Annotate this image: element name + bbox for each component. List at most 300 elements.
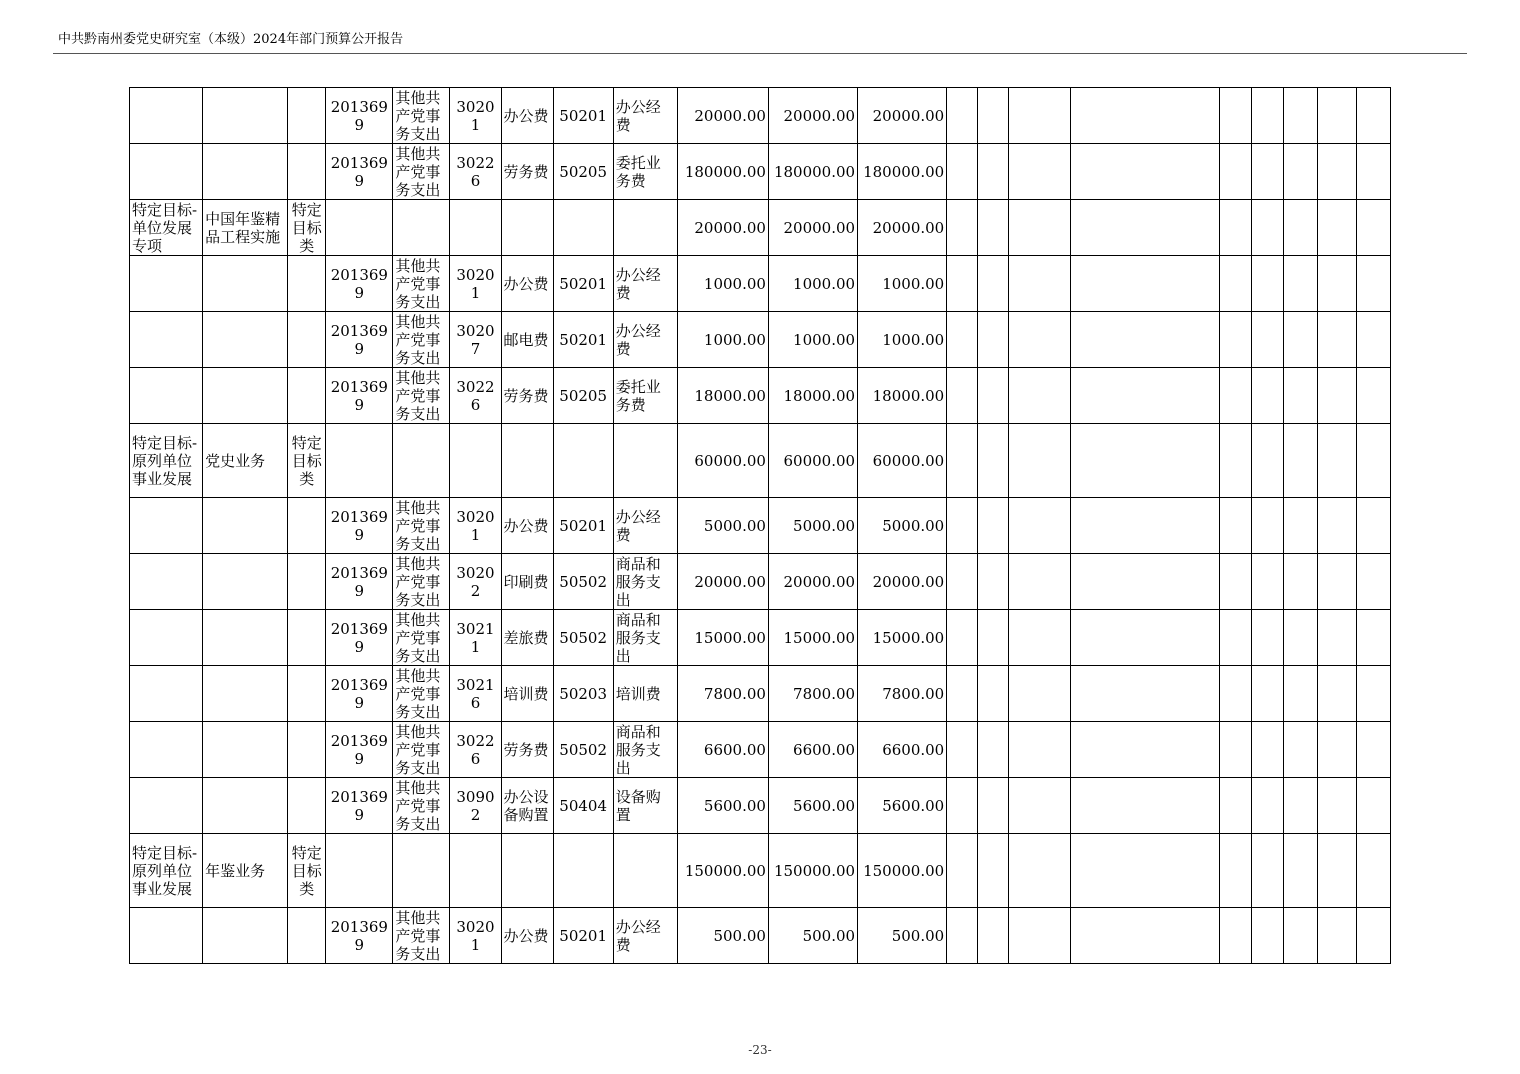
gov-economic-code-cell: 50201 — [553, 256, 613, 312]
gov-economic-name-cell: 办公经费 — [613, 312, 677, 368]
table-row — [130, 722, 1391, 778]
empty-cell-18 — [1251, 424, 1283, 498]
empty-cell-16 — [1071, 722, 1219, 778]
current-year-funds-cell: 15000.00 — [858, 610, 947, 666]
gov-economic-name-cell: 办公经费 — [613, 88, 677, 144]
project-type-cell: 特定目标类 — [288, 200, 326, 256]
table-row — [130, 144, 1391, 200]
project-category-cell: 特定目标-原列单位事业发展 — [130, 424, 203, 498]
function-code-cell: 2013699 — [326, 312, 393, 368]
gov-economic-code-cell: 50404 — [553, 778, 613, 834]
project-name-cell — [203, 368, 288, 424]
empty-cell-13 — [947, 368, 978, 424]
table-row — [130, 256, 1391, 312]
table-row — [130, 424, 1391, 498]
empty-cell-21 — [1356, 610, 1390, 666]
gov-economic-code-cell: 50502 — [553, 610, 613, 666]
gov-economic-code-cell: 50201 — [553, 908, 613, 964]
economic-name-cell: 培训费 — [501, 666, 553, 722]
empty-cell-18 — [1251, 554, 1283, 610]
empty-cell-20 — [1317, 88, 1356, 144]
empty-cell-16 — [1071, 256, 1219, 312]
total-amount-cell: 20000.00 — [677, 88, 768, 144]
empty-cell-13 — [947, 88, 978, 144]
total-amount-cell: 1000.00 — [677, 256, 768, 312]
empty-cell-20 — [1317, 312, 1356, 368]
current-year-funds-cell: 5000.00 — [858, 498, 947, 554]
empty-cell-15 — [1009, 722, 1071, 778]
empty-cell-16 — [1071, 200, 1219, 256]
empty-cell-13 — [947, 610, 978, 666]
empty-cell-20 — [1317, 834, 1356, 908]
empty-cell-15 — [1009, 554, 1071, 610]
total-amount-cell: 20000.00 — [677, 554, 768, 610]
function-name-cell: 其他共产党事务支出 — [393, 368, 450, 424]
total-amount-cell: 6600.00 — [677, 722, 768, 778]
function-name-cell: 其他共产党事务支出 — [393, 88, 450, 144]
function-code-cell: 2013699 — [326, 666, 393, 722]
empty-cell-20 — [1317, 610, 1356, 666]
project-category-cell — [130, 778, 203, 834]
project-name-cell: 中国年鉴精品工程实施 — [203, 200, 288, 256]
table-row — [130, 610, 1391, 666]
empty-cell-20 — [1317, 144, 1356, 200]
current-year-funds-cell: 60000.00 — [858, 424, 947, 498]
gov-economic-name-cell: 委托业务费 — [613, 368, 677, 424]
function-code-cell: 2013699 — [326, 88, 393, 144]
general-budget-cell: 500.00 — [768, 908, 857, 964]
project-name-cell — [203, 722, 288, 778]
empty-cell-13 — [947, 312, 978, 368]
empty-cell-18 — [1251, 722, 1283, 778]
empty-cell-17 — [1219, 554, 1251, 610]
economic-code-cell: 30201 — [450, 908, 501, 964]
function-code-cell: 2013699 — [326, 368, 393, 424]
empty-cell-13 — [947, 200, 978, 256]
empty-cell-15 — [1009, 88, 1071, 144]
empty-cell-21 — [1356, 834, 1390, 908]
empty-cell-13 — [947, 424, 978, 498]
table-row — [130, 554, 1391, 610]
empty-cell-20 — [1317, 200, 1356, 256]
empty-cell-16 — [1071, 88, 1219, 144]
project-type-cell: 特定目标类 — [288, 424, 326, 498]
empty-cell-14 — [978, 554, 1009, 610]
empty-cell-19 — [1283, 144, 1317, 200]
total-amount-cell: 150000.00 — [677, 834, 768, 908]
empty-cell-16 — [1071, 312, 1219, 368]
project-name-cell — [203, 666, 288, 722]
economic-code-cell: 30201 — [450, 88, 501, 144]
empty-cell-19 — [1283, 498, 1317, 554]
economic-code-cell: 30211 — [450, 610, 501, 666]
empty-cell-13 — [947, 834, 978, 908]
total-amount-cell: 5000.00 — [677, 498, 768, 554]
current-year-funds-cell: 7800.00 — [858, 666, 947, 722]
empty-cell-14 — [978, 666, 1009, 722]
empty-cell-16 — [1071, 778, 1219, 834]
empty-cell-16 — [1071, 554, 1219, 610]
function-name-cell: 其他共产党事务支出 — [393, 498, 450, 554]
function-code-cell: 2013699 — [326, 908, 393, 964]
current-year-funds-cell: 500.00 — [858, 908, 947, 964]
project-type-cell — [288, 722, 326, 778]
gov-economic-code-cell: 50205 — [553, 144, 613, 200]
function-code-cell: 2013699 — [326, 256, 393, 312]
empty-cell-17 — [1219, 834, 1251, 908]
empty-cell-15 — [1009, 666, 1071, 722]
general-budget-cell: 15000.00 — [768, 610, 857, 666]
function-name-cell — [393, 834, 450, 908]
empty-cell-13 — [947, 722, 978, 778]
empty-cell-18 — [1251, 144, 1283, 200]
project-category-cell — [130, 610, 203, 666]
project-category-cell — [130, 144, 203, 200]
empty-cell-19 — [1283, 610, 1317, 666]
empty-cell-15 — [1009, 200, 1071, 256]
empty-cell-18 — [1251, 368, 1283, 424]
general-budget-cell: 6600.00 — [768, 722, 857, 778]
function-code-cell: 2013699 — [326, 554, 393, 610]
project-name-cell — [203, 88, 288, 144]
empty-cell-15 — [1009, 368, 1071, 424]
gov-economic-name-cell: 商品和服务支出 — [613, 722, 677, 778]
gov-economic-name-cell — [613, 834, 677, 908]
empty-cell-15 — [1009, 834, 1071, 908]
empty-cell-16 — [1071, 368, 1219, 424]
current-year-funds-cell: 18000.00 — [858, 368, 947, 424]
economic-code-cell — [450, 834, 501, 908]
empty-cell-14 — [978, 834, 1009, 908]
general-budget-cell: 60000.00 — [768, 424, 857, 498]
empty-cell-20 — [1317, 498, 1356, 554]
total-amount-cell: 7800.00 — [677, 666, 768, 722]
function-name-cell: 其他共产党事务支出 — [393, 312, 450, 368]
header-divider — [53, 53, 1467, 54]
empty-cell-20 — [1317, 554, 1356, 610]
empty-cell-17 — [1219, 144, 1251, 200]
gov-economic-code-cell: 50205 — [553, 368, 613, 424]
current-year-funds-cell: 180000.00 — [858, 144, 947, 200]
empty-cell-16 — [1071, 908, 1219, 964]
empty-cell-21 — [1356, 312, 1390, 368]
economic-name-cell — [501, 834, 553, 908]
economic-code-cell: 30902 — [450, 778, 501, 834]
general-budget-cell: 1000.00 — [768, 312, 857, 368]
empty-cell-17 — [1219, 778, 1251, 834]
current-year-funds-cell: 20000.00 — [858, 554, 947, 610]
gov-economic-name-cell: 办公经费 — [613, 256, 677, 312]
empty-cell-17 — [1219, 312, 1251, 368]
table-row — [130, 200, 1391, 256]
empty-cell-20 — [1317, 722, 1356, 778]
economic-name-cell: 差旅费 — [501, 610, 553, 666]
empty-cell-17 — [1219, 610, 1251, 666]
table-row — [130, 834, 1391, 908]
empty-cell-21 — [1356, 908, 1390, 964]
project-category-cell — [130, 312, 203, 368]
empty-cell-18 — [1251, 666, 1283, 722]
empty-cell-14 — [978, 368, 1009, 424]
empty-cell-14 — [978, 778, 1009, 834]
empty-cell-18 — [1251, 610, 1283, 666]
general-budget-cell: 18000.00 — [768, 368, 857, 424]
current-year-funds-cell: 1000.00 — [858, 312, 947, 368]
empty-cell-13 — [947, 256, 978, 312]
empty-cell-19 — [1283, 666, 1317, 722]
empty-cell-21 — [1356, 200, 1390, 256]
total-amount-cell: 500.00 — [677, 908, 768, 964]
empty-cell-17 — [1219, 722, 1251, 778]
function-name-cell: 其他共产党事务支出 — [393, 666, 450, 722]
total-amount-cell: 1000.00 — [677, 312, 768, 368]
empty-cell-15 — [1009, 908, 1071, 964]
total-amount-cell: 15000.00 — [677, 610, 768, 666]
empty-cell-19 — [1283, 722, 1317, 778]
project-name-cell: 年鉴业务 — [203, 834, 288, 908]
empty-cell-20 — [1317, 368, 1356, 424]
empty-cell-17 — [1219, 88, 1251, 144]
function-name-cell — [393, 424, 450, 498]
economic-code-cell — [450, 424, 501, 498]
gov-economic-code-cell: 50502 — [553, 722, 613, 778]
empty-cell-18 — [1251, 498, 1283, 554]
economic-name-cell: 办公费 — [501, 498, 553, 554]
project-category-cell — [130, 722, 203, 778]
project-category-cell — [130, 498, 203, 554]
current-year-funds-cell: 20000.00 — [858, 88, 947, 144]
economic-code-cell: 30202 — [450, 554, 501, 610]
empty-cell-13 — [947, 778, 978, 834]
empty-cell-17 — [1219, 424, 1251, 498]
general-budget-cell: 5000.00 — [768, 498, 857, 554]
empty-cell-21 — [1356, 88, 1390, 144]
empty-cell-15 — [1009, 256, 1071, 312]
empty-cell-19 — [1283, 256, 1317, 312]
project-category-cell — [130, 88, 203, 144]
empty-cell-13 — [947, 908, 978, 964]
project-type-cell — [288, 312, 326, 368]
project-type-cell — [288, 778, 326, 834]
empty-cell-19 — [1283, 200, 1317, 256]
empty-cell-13 — [947, 498, 978, 554]
empty-cell-19 — [1283, 424, 1317, 498]
project-category-cell — [130, 368, 203, 424]
economic-name-cell: 办公费 — [501, 908, 553, 964]
economic-name-cell: 劳务费 — [501, 368, 553, 424]
economic-name-cell: 印刷费 — [501, 554, 553, 610]
gov-economic-code-cell: 50201 — [553, 312, 613, 368]
empty-cell-20 — [1317, 908, 1356, 964]
current-year-funds-cell: 20000.00 — [858, 200, 947, 256]
empty-cell-18 — [1251, 778, 1283, 834]
gov-economic-code-cell: 50201 — [553, 498, 613, 554]
project-category-cell — [130, 908, 203, 964]
empty-cell-17 — [1219, 200, 1251, 256]
gov-economic-code-cell: 50502 — [553, 554, 613, 610]
empty-cell-16 — [1071, 144, 1219, 200]
project-name-cell — [203, 778, 288, 834]
empty-cell-18 — [1251, 256, 1283, 312]
economic-name-cell — [501, 200, 553, 256]
empty-cell-21 — [1356, 722, 1390, 778]
gov-economic-name-cell: 委托业务费 — [613, 144, 677, 200]
project-category-cell — [130, 256, 203, 312]
general-budget-cell: 150000.00 — [768, 834, 857, 908]
economic-code-cell: 30201 — [450, 498, 501, 554]
current-year-funds-cell: 1000.00 — [858, 256, 947, 312]
function-code-cell — [326, 424, 393, 498]
empty-cell-13 — [947, 666, 978, 722]
gov-economic-code-cell — [553, 834, 613, 908]
empty-cell-21 — [1356, 256, 1390, 312]
project-type-cell — [288, 368, 326, 424]
empty-cell-15 — [1009, 312, 1071, 368]
empty-cell-14 — [978, 610, 1009, 666]
empty-cell-13 — [947, 144, 978, 200]
project-category-cell — [130, 554, 203, 610]
total-amount-cell: 180000.00 — [677, 144, 768, 200]
table-row — [130, 666, 1391, 722]
empty-cell-21 — [1356, 144, 1390, 200]
table-row — [130, 88, 1391, 144]
economic-name-cell: 办公费 — [501, 88, 553, 144]
empty-cell-19 — [1283, 312, 1317, 368]
empty-cell-14 — [978, 144, 1009, 200]
project-name-cell — [203, 610, 288, 666]
function-name-cell: 其他共产党事务支出 — [393, 908, 450, 964]
empty-cell-17 — [1219, 666, 1251, 722]
empty-cell-20 — [1317, 424, 1356, 498]
empty-cell-14 — [978, 424, 1009, 498]
project-type-cell — [288, 908, 326, 964]
gov-economic-code-cell — [553, 424, 613, 498]
empty-cell-15 — [1009, 778, 1071, 834]
project-name-cell — [203, 256, 288, 312]
economic-name-cell: 办公设备购置 — [501, 778, 553, 834]
table-row — [130, 778, 1391, 834]
empty-cell-14 — [978, 312, 1009, 368]
function-code-cell: 2013699 — [326, 144, 393, 200]
gov-economic-name-cell: 办公经费 — [613, 908, 677, 964]
project-type-cell — [288, 144, 326, 200]
project-name-cell — [203, 312, 288, 368]
general-budget-cell: 5600.00 — [768, 778, 857, 834]
economic-name-cell: 邮电费 — [501, 312, 553, 368]
project-type-cell — [288, 88, 326, 144]
empty-cell-19 — [1283, 554, 1317, 610]
gov-economic-code-cell: 50203 — [553, 666, 613, 722]
empty-cell-19 — [1283, 834, 1317, 908]
project-type-cell — [288, 498, 326, 554]
page-header-title: 中共黔南州委党史研究室（本级）2024年部门预算公开报告 — [58, 32, 404, 47]
gov-economic-name-cell: 商品和服务支出 — [613, 554, 677, 610]
table-row — [130, 368, 1391, 424]
gov-economic-name-cell: 办公经费 — [613, 498, 677, 554]
current-year-funds-cell: 5600.00 — [858, 778, 947, 834]
empty-cell-13 — [947, 554, 978, 610]
page-number: -23- — [748, 1043, 772, 1057]
economic-code-cell: 30226 — [450, 722, 501, 778]
project-name-cell — [203, 498, 288, 554]
empty-cell-14 — [978, 256, 1009, 312]
economic-name-cell: 劳务费 — [501, 144, 553, 200]
gov-economic-name-cell — [613, 200, 677, 256]
empty-cell-15 — [1009, 144, 1071, 200]
function-code-cell: 2013699 — [326, 778, 393, 834]
empty-cell-14 — [978, 200, 1009, 256]
empty-cell-15 — [1009, 498, 1071, 554]
gov-economic-name-cell: 商品和服务支出 — [613, 610, 677, 666]
total-amount-cell: 5600.00 — [677, 778, 768, 834]
project-type-cell: 特定目标类 — [288, 834, 326, 908]
project-type-cell — [288, 666, 326, 722]
function-name-cell: 其他共产党事务支出 — [393, 610, 450, 666]
economic-code-cell: 30226 — [450, 368, 501, 424]
function-name-cell — [393, 200, 450, 256]
table-row — [130, 908, 1391, 964]
empty-cell-17 — [1219, 256, 1251, 312]
general-budget-cell: 20000.00 — [768, 88, 857, 144]
empty-cell-21 — [1356, 554, 1390, 610]
table-row — [130, 498, 1391, 554]
function-name-cell: 其他共产党事务支出 — [393, 256, 450, 312]
function-code-cell: 2013699 — [326, 722, 393, 778]
empty-cell-18 — [1251, 834, 1283, 908]
general-budget-cell: 20000.00 — [768, 200, 857, 256]
empty-cell-21 — [1356, 424, 1390, 498]
project-type-cell — [288, 610, 326, 666]
budget-table — [129, 87, 1391, 964]
gov-economic-code-cell: 50201 — [553, 88, 613, 144]
empty-cell-21 — [1356, 368, 1390, 424]
function-name-cell: 其他共产党事务支出 — [393, 144, 450, 200]
function-name-cell: 其他共产党事务支出 — [393, 722, 450, 778]
empty-cell-14 — [978, 722, 1009, 778]
project-category-cell — [130, 666, 203, 722]
empty-cell-18 — [1251, 908, 1283, 964]
empty-cell-19 — [1283, 908, 1317, 964]
function-name-cell: 其他共产党事务支出 — [393, 554, 450, 610]
empty-cell-14 — [978, 908, 1009, 964]
empty-cell-14 — [978, 498, 1009, 554]
current-year-funds-cell: 150000.00 — [858, 834, 947, 908]
economic-code-cell: 30216 — [450, 666, 501, 722]
empty-cell-16 — [1071, 424, 1219, 498]
project-category-cell: 特定目标-单位发展专项 — [130, 200, 203, 256]
gov-economic-name-cell — [613, 424, 677, 498]
function-code-cell — [326, 200, 393, 256]
budget-table-body — [130, 88, 1391, 964]
empty-cell-20 — [1317, 666, 1356, 722]
empty-cell-17 — [1219, 498, 1251, 554]
empty-cell-21 — [1356, 666, 1390, 722]
economic-code-cell: 30226 — [450, 144, 501, 200]
empty-cell-18 — [1251, 88, 1283, 144]
project-name-cell — [203, 144, 288, 200]
empty-cell-19 — [1283, 368, 1317, 424]
empty-cell-20 — [1317, 778, 1356, 834]
gov-economic-name-cell: 培训费 — [613, 666, 677, 722]
general-budget-cell: 7800.00 — [768, 666, 857, 722]
project-type-cell — [288, 554, 326, 610]
table-row — [130, 312, 1391, 368]
empty-cell-17 — [1219, 368, 1251, 424]
empty-cell-15 — [1009, 424, 1071, 498]
function-code-cell — [326, 834, 393, 908]
total-amount-cell: 20000.00 — [677, 200, 768, 256]
empty-cell-21 — [1356, 778, 1390, 834]
